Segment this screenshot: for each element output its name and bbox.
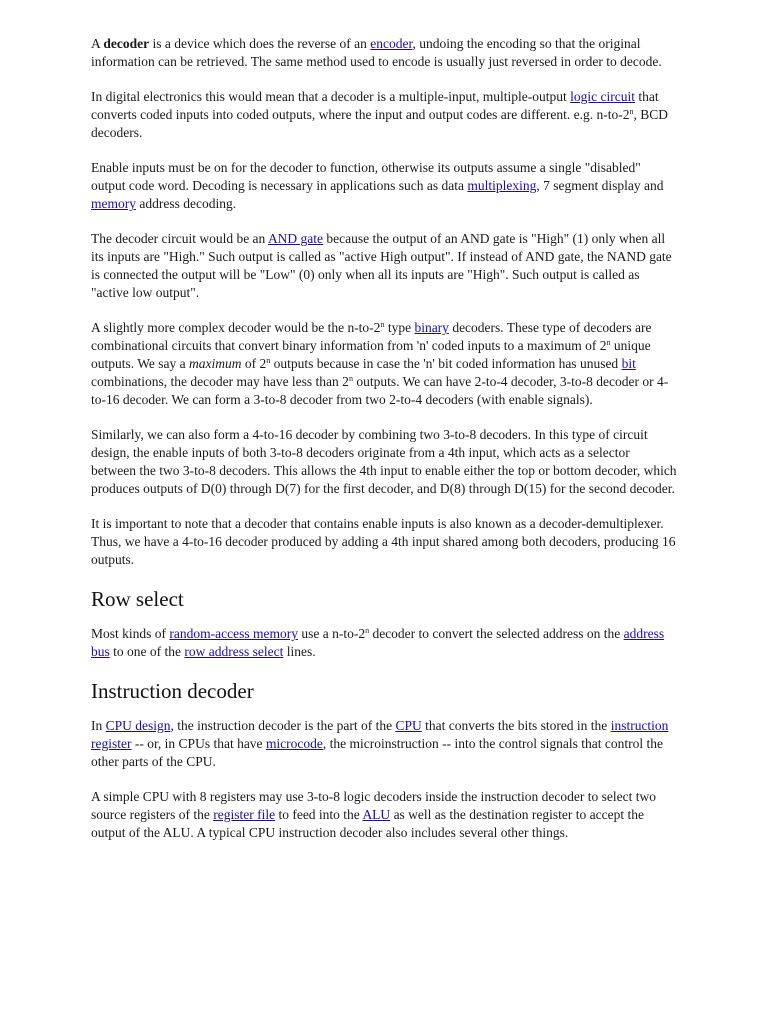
paragraph-4-to-16: Similarly, we can also form a 4-to-16 decoder by combining two 3-to-8 decoders. In this type of circuit design, the enable inputs of both 3-to-8 decoders originate from a 4th input, which acts as a selector between the two 3-to-8 decoders. This allows the 4th input to enable either the top or bottom decoder, which produces outputs of D(0) through D(7) for the first decoder, and D(8) through D(15) for the second decoder. [91, 427, 677, 496]
paragraph-simple-cpu: A simple CPU with 8 registers may use 3-to-8 logic decoders inside the instruction decoder to select two source registers of the register file to feed into the ALU as well as the destination register to accept the output of the ALU. A typical CPU instruction decoder also includes several other things. [91, 789, 657, 840]
link-logic-circuit[interactable]: logic circuit [570, 89, 635, 104]
link-register-file[interactable]: register file [213, 807, 276, 822]
paragraph-intro: A decoder is a device which does the reverse of an encoder, undoing the encoding so that the original information can be retrieved. The same method used to encode is usually just reversed in order to decode. [91, 36, 662, 69]
link-cpu[interactable]: CPU [395, 718, 422, 733]
term-decoder: decoder [103, 36, 150, 51]
link-microcode[interactable]: microcode [265, 736, 323, 751]
link-binary[interactable]: binary [414, 320, 449, 335]
link-alu[interactable]: ALU [362, 807, 391, 822]
paragraph-enable-inputs: Enable inputs must be on for the decoder to function, otherwise its outputs assume a single "disabled" output code word. Decoding is necessary in applications such as data multiplexing, 7 segment display and memory address decoding. [91, 160, 664, 211]
link-memory[interactable]: memory [91, 196, 136, 211]
link-bit[interactable]: bit [621, 356, 636, 371]
link-and-gate[interactable]: AND gate [267, 231, 324, 246]
paragraph-and-gate: The decoder circuit would be an AND gate because the output of an AND gate is "High" (1) only when all its inputs are "High." Such output is called as "active High output". If instead of AND gate, the NAND gate is connected the output will be "Low" (0) only when all its inputs are "High". Such output is called as "active low output". [91, 231, 672, 300]
link-cpu-design[interactable]: CPU design [105, 718, 171, 733]
paragraph-row-select: Most kinds of random-access memory use a n-to-2$^n$ decoder to convert the selected address on the address bus to one of the row address select lines. [91, 626, 665, 659]
link-encoder[interactable]: encoder [370, 36, 413, 51]
heading-instruction-decoder: Instruction decoder [91, 679, 254, 703]
paragraph-digital-electronics: In digital electronics this would mean that a decoder is a multiple-input, multiple-output logic circuit that converts coded inputs into coded outputs, where the input and output codes are different. e.g. n-to-2$^n$, BCD decoders. [91, 89, 668, 140]
heading-row-select: Row select [91, 587, 184, 611]
paragraph-decoder-demultiplexer: It is important to note that a decoder that contains enable inputs is also known as a decoder-demultiplexer. Thus, we have a 4-to-16 decoder produced by adding a 4th input shared among both decoders, producing 16 outputs. [91, 516, 676, 567]
paragraph-cpu-design: In CPU design, the instruction decoder is the part of the CPU that converts the bits stored in the instruction register -- or, in CPUs that have microcode, the microinstruction -- into the control signals that control the other parts of the CPU. [91, 718, 669, 769]
paragraph-complex-decoder: A slightly more complex decoder would be the n-to-2$^n$ type binary decoders. These type of decoders are combinational circuits that convert binary information from 'n' coded inputs to a maximum of 2$^n$ unique outputs. We say a maximum of 2$^n$ outputs because in case the 'n' bit coded information has unused bit combinations, the decoder may have less than 2$^n$ outputs. We can have 2-to-4 decoder, 3-to-8 decoder or 4-to-16 decoder. We can form a 3-to-8 decoder from two 2-to-4 decoders (with enable signals). [91, 320, 669, 407]
link-multiplexing[interactable]: multiplexing [467, 178, 537, 193]
link-address-bus[interactable]: address bus [91, 626, 665, 659]
link-row-address-select[interactable]: row address select [184, 644, 284, 659]
link-instruction-register[interactable]: instruction register [91, 718, 669, 751]
link-random-access-memory[interactable]: random-access memory [169, 626, 298, 641]
